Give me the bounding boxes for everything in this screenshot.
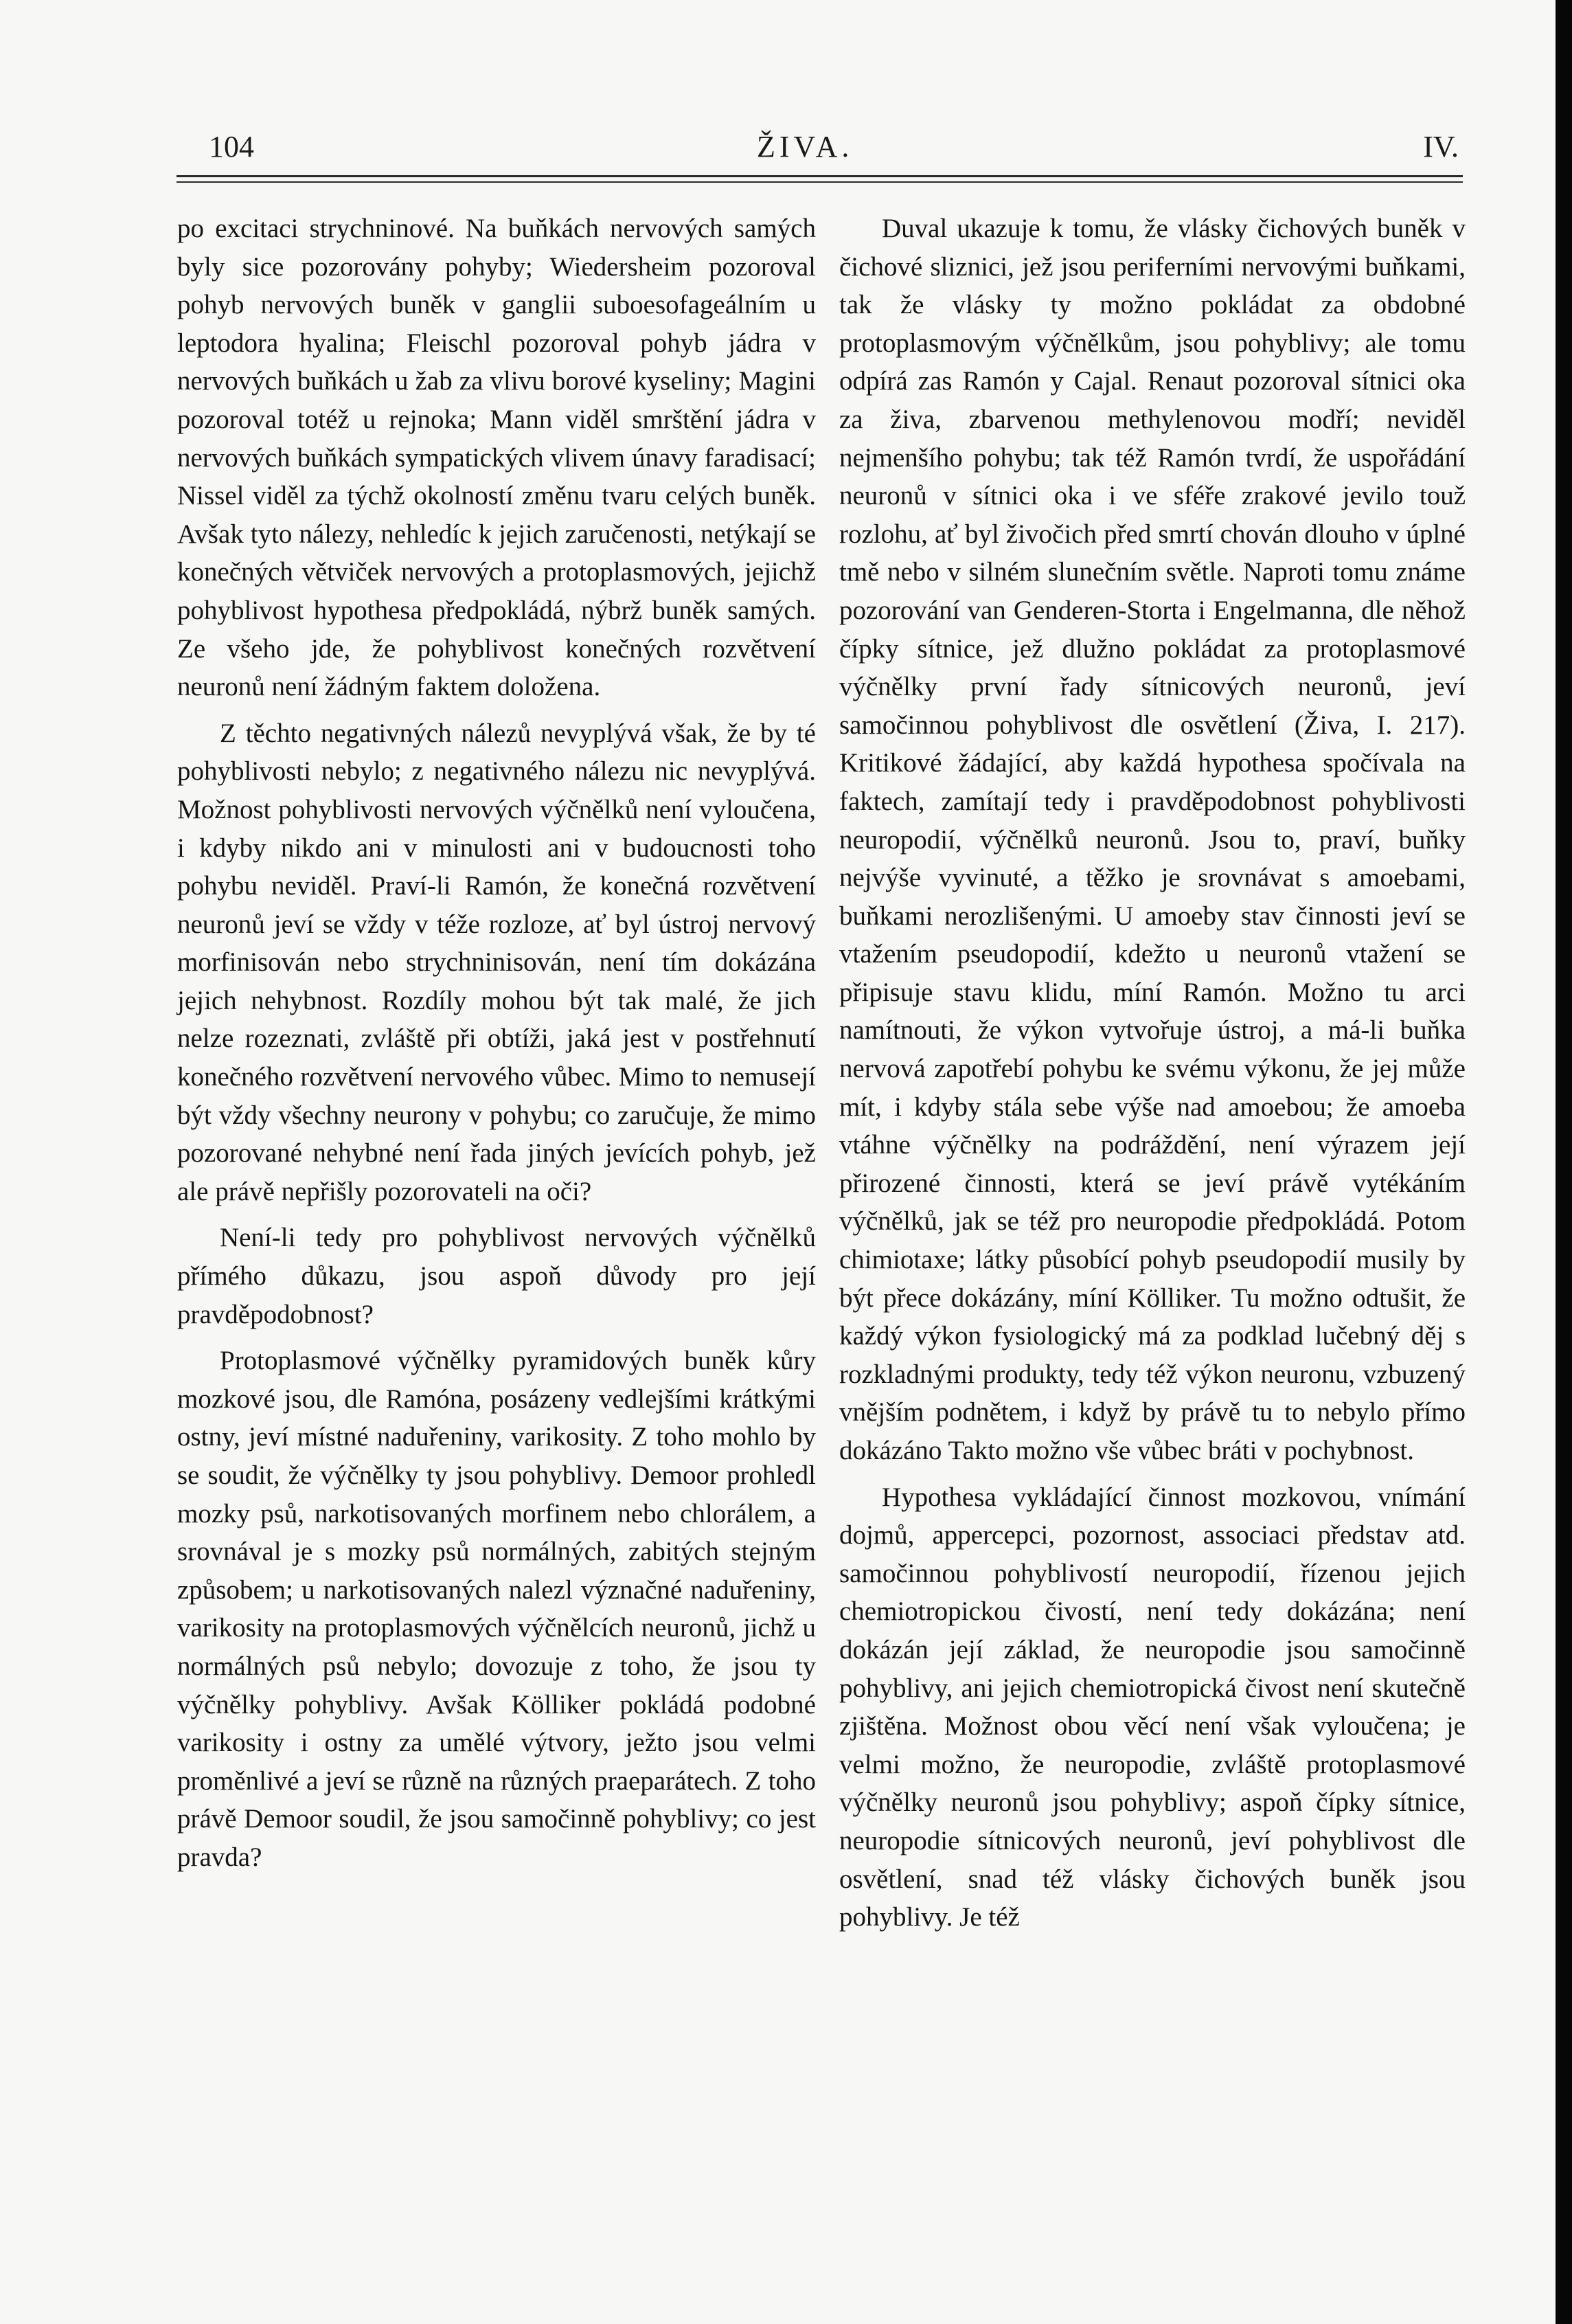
header-rule-bottom	[176, 181, 1463, 183]
right-paragraph-1: Duval ukazuje k tomu, že vlásky čichových buněk v čichové sliznici, jež jsou periferními nervovými buňkami, tak že vlásky ty možno pokládat za obdobné protoplasmovým výčnělkům, jsou pohyblivy; ale tomu odpírá zas Ramón y Cajal. Renaut pozoroval sítnici oka za živa, zbarvenou methylenovou modří; neviděl nejmenšího pohybu; tak též Ramón tvrdí, že uspořádání neuronů v sítnici oka i ve sféře zrakové jevilo touž rozlohu, ať byl živočich před smrtí chován dlouho v úplné tmě nebo v silném slunečním světle. Naproti tomu známe pozorování van Genderen-Storta i Engelmanna, dle něhož čípky sítnice, jež dlužno pokládat za protoplasmové výčnělky první řady sítnicových neuronů, jeví samočinnou pohyblivost dle osvětlení (Živa, I. 217). Kritikové žádající, aby každá hypothesa spočívala na faktech, zamítají tedy i pravděpodobnost pohyblivosti neuropodií, výčnělků neuronů. Jsou to, praví, buňky nejvýše vyvinuté, a těžko je srovnávat s amoebami, buňkami nerozlišenými. U amoeby stav činnosti jeví se vtažením pseudopodií, kdežto u neuronů vtažení se připisuje stavu klidu, míní Ramón. Možno tu arci namítnouti, že výkon vytvořuje ústroj, a má-li buňka nervová zapotřebí pohybu ke svému výkonu, že jej může mít, i kdyby stála sebe výše nad amoebou; že amoeba vtáhne výčnělky na podráždění, není výrazem její přirozené činnosti, která se jeví právě vytékáním výčnělků, jak se též pro neuropodie předpokládá. Potom chimiotaxe; látky působící pohyb pseudopodií musily by být přece dokázány, míní Kölliker. Tu možno odtušit, že každý výkon fysiologický má za podklad lučebný děj s rozkladnými produkty, tedy též výkon neuronu, vzbuzený vnějším podnětem, i když by právě tu to nebylo přímo dokázáno Takto možno vše vůbec bráti v pochybnost.	[839, 214, 1466, 1465]
left-paragraph-2: Z těchto negativných nálezů nevyplývá však, že by té pohyblivosti nebylo; z negativného nálezu nic nevyplývá. Možnost pohyblivosti nervových výčnělků není vyloučena, i kdyby nikdo ani v minulosti ani v budoucnosti toho pohybu neviděl. Praví-li Ramón, že konečná rozvětvení neuronů jeví se vždy v téže rozloze, ať byl ústroj nervový morfinisován nebo strychninisován, není tím dokázána jejich nehybnost. Rozdíly mohou být tak malé, že jich nelze rozeznati, zvláště při obtíži, jaká jest v postřehnutí konečného rozvětvení nervového vůbec. Mimo to nemusejí být vždy všechny neurony v pohybu; co zaručuje, že mimo pozorované nehybné není řada jiných jevících pohyb, jež ale právě nepřišly pozorovateli na oči?	[177, 718, 816, 1206]
page-number: 104	[209, 130, 254, 163]
page-header	[180, 129, 1459, 168]
right-text-column	[839, 210, 1466, 1937]
left-paragraph-3: Není-li tedy pro pohyblivost nervových výčnělků přímého důkazu, jsou aspoň důvody pro její pravděpodobnost?	[177, 1223, 816, 1329]
right-paragraph-2: Hypothesa vykládající činnost mozkovou, vnímání dojmů, appercepci, pozornost, associaci představ atd. samočinnou pohyblivostí neuropodií, řízenou jejich chemiotropickou čivostí, není tedy dokázána; není dokázán její základ, že neuropodie jsou samočinně pohyblivy, ani jejich chemiotropická čivost není skutečně zjištěna. Možnost obou věcí není však vyloučena; je velmi možno, že neuropodie, zvláště protoplasmové výčnělky neuronů jsou pohyblivy; aspoň čípky sítnice, neuropodie sítnicových neuronů, jeví pohyblivost dle osvětlení, snad též vlásky čichových buněk jsou pohyblivy. Je též	[839, 1482, 1466, 1932]
journal-title: ŽIVA.	[757, 130, 854, 163]
left-paragraph-1: po excitaci strychninové. Na buňkách nervových samých byly sice pozorovány pohyby; Wiedersheim pozoroval pohyb nervových buněk v ganglii suboesofageálním u leptodora hyalina; Fleischl pozoroval pohyb jádra v nervových buňkách u žab za vlivu borové kyseliny; Magini pozoroval totéž u rejnoka; Mann viděl smrštění jádra v nervových buňkách sympatických vlivem únavy faradisací; Nissel viděl za týchž okolností změnu tvaru celých buněk. Avšak tyto nálezy, nehledíc k jejich zaručenosti, netýkají se konečných větviček nervových a protoplasmových, jejichž pohyblivost hypothesa předpokládá, nýbrž buněk samých. Ze všeho jde, že pohyblivost konečných rozvětvení neuronů není žádným faktem doložena.	[177, 214, 816, 702]
header-rule-top	[176, 175, 1463, 177]
left-text-column	[177, 210, 816, 1877]
scan-edge	[1556, 0, 1572, 2324]
left-paragraph-4: Protoplasmové výčnělky pyramidových buněk kůry mozkové jsou, dle Ramóna, posázeny vedlejšími krátkými ostny, jeví místné naduřeniny, varikosity. Z toho mohlo by se soudit, že výčnělky ty jsou pohyblivy. Demoor prohledl mozky psů, narkotisovaných morfinem nebo chlorálem, a srovnával je s mozky psů normálných, zabitých stejným způsobem; u narkotisovaných nalezl význačné naduřeniny, varikosity na protoplasmových výčnělcích neuronů, jichž u normálných psů nebylo; dovozuje z toho, že jsou ty výčnělky pohyblivy. Avšak Kölliker pokládá podobné varikosity i ostny za umělé výtvory, ježto jsou velmi proměnlivé a jeví se různě na různých praeparátech. Z toho právě Demoor soudil, že jsou samočinně pohyblivy; co jest pravda?	[177, 1346, 816, 1872]
volume-number: IV.	[1423, 130, 1459, 163]
